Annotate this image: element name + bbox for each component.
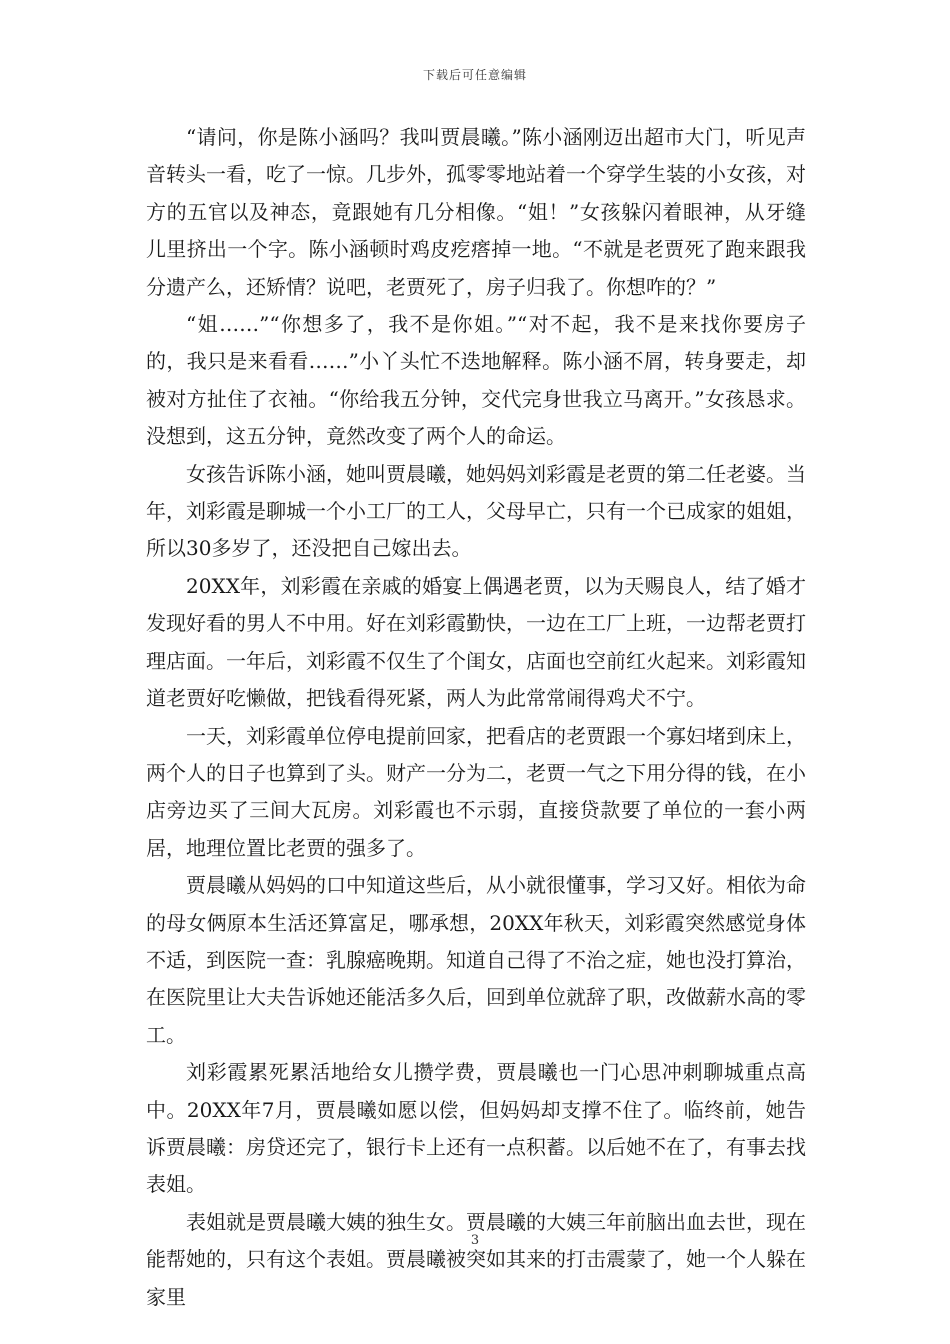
paragraph: 表姐就是贾晨曦大姨的独生女。贾晨曦的大姨三年前脑出血去世，现在能帮她的，只有这个表姐。贾晨曦被突如其来的打击震蒙了，她一个人躲在家里 — [146, 1209, 806, 1309]
page-number: 3 — [470, 1233, 480, 1248]
page-header: 下载后可任意编辑 — [422, 68, 527, 82]
paragraph: 一天，刘彩霞单位停电提前回家，把看店的老贾跟一个寡妇堵到床上，两个人的日子也算到了头。财产一分为二，老贾一气之下用分得的钱，在小店旁边买了三间大瓦房。刘彩霞也不示弱，直接贷款要了单位的一套小两居，地理位置比老贾的强多了。 — [146, 723, 806, 860]
paragraph: 贾晨曦从妈妈的口中知道这些后，从小就很懂事，学习又好。相依为命的母女俩原本生活还算富足，哪承想，20XX年秋天，刘彩霞突然感觉身体不适，到医院一查：乳腺癌晚期。知道自己得了不治之症，她也没打算治，在医院里让大夫告诉她还能活多久后，回到单位就辞了职，改做薪水高的零工。 — [146, 873, 806, 1047]
paragraph: 刘彩霞累死累活地给女儿攒学费，贾晨曦也一门心思冲刺聊城重点高中。20XX年7月，贾晨曦如愿以偿，但妈妈却支撑不住了。临终前，她告诉贾晨曦：房贷还完了，银行卡上还有一点积蓄。以后她不在了，有事去找表姐。 — [146, 1060, 806, 1197]
paragraph: 20XX年，刘彩霞在亲戚的婚宴上偶遇老贾，以为天赐良人，结了婚才发现好看的男人不中用。好在刘彩霞勤快，一边在工厂上班，一边帮老贾打理店面。一年后，刘彩霞不仅生了个闺女，店面也空前红火起来。刘彩霞知道老贾好吃懒做，把钱看得死紧，两人为此常常闹得鸡犬不宁。 — [146, 573, 806, 711]
paragraph: 女孩告诉陈小涵，她叫贾晨曦，她妈妈刘彩霞是老贾的第二任老婆。当年，刘彩霞是聊城一个小工厂的工人，父母早亡，只有一个已成家的姐姐，所以30多岁了，还没把自己嫁出去。 — [146, 461, 806, 561]
body-text — [146, 119, 806, 1316]
paragraph: “姐……”“你想多了，我不是你姐。”“对不起，我不是来找你要房子的，我只是来看看……”小丫头忙不迭地解释。陈小涵不屑，转身要走，却被对方扯住了衣袖。“你给我五分钟，交代完身世我立马离开。”女孩恳求。没想到，这五分钟，竟然改变了两个人的命运。 — [146, 312, 806, 449]
paragraph: “请问，你是陈小涵吗？我叫贾晨曦。”陈小涵刚迈出超市大门，听见声音转头一看，吃了一惊。几步外，孤零零地站着一个穿学生装的小女孩，对方的五官以及神态，竟跟她有几分相像。“姐！”女孩躲闪着眼神，从牙缝儿里挤出一个字。陈小涵顿时鸡皮疙瘩掉一地。“不就是老贾死了跑来跟我分遗产么，还矫情？说吧，老贾死了，房子归我了。你想咋的？” — [146, 125, 806, 299]
